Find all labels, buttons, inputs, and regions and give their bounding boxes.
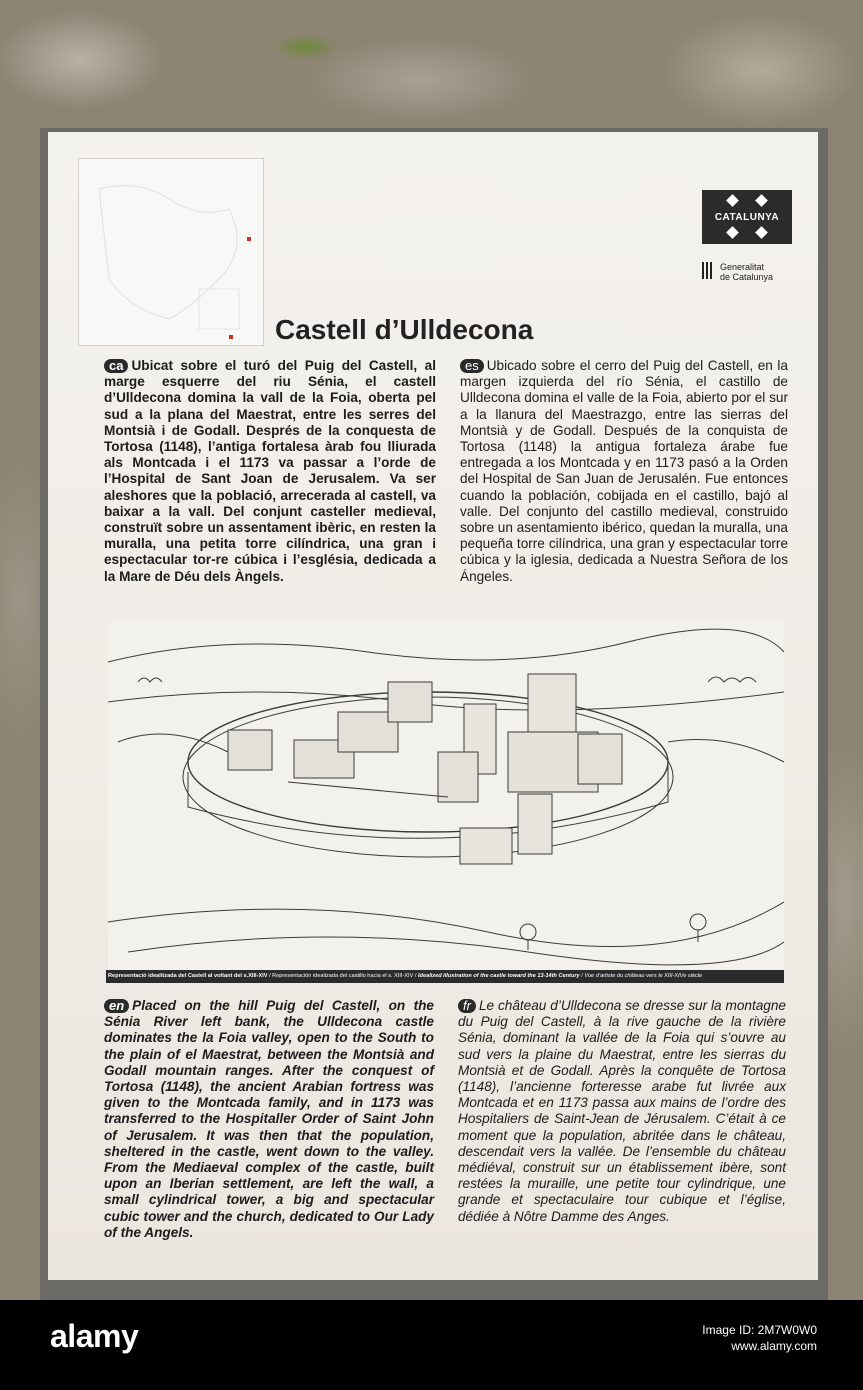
senyera-icon <box>702 262 714 279</box>
generalitat-line2: de Catalunya <box>720 272 774 282</box>
lang-badge-ca: ca <box>104 359 128 373</box>
text-spanish-body: Ubicado sobre el cerro del Puig del Castell, en la margen izquierda del río Sénia, el castillo de Ulldecona domina el valle de la Foia, abierto por el sur a la llanura del Maestrazgo, entre las sierras del Montsià y de Godall. Después de la conquista de Tortosa (1148) la antigua fortaleza árabe fue entregada a los Montcada y en 1173 pasó a la Orden del Hospital de San Juan de Jerusalén. Fue entonces cuando la población, cobijada en el castillo, bajó al valle. Del conjunto del castillo medieval, construido sobre un asentamiento ibérico, quedan la muralla, una pequeña torre cilíndrica, una gran y espectacular torre cúbica y la iglesia, dedicada a Nuestra Señora de los Ángeles. <box>460 358 788 584</box>
illustration-caption: Representació idealitzada del Castell al voltant del s.XIII-XIV / Representación idealizada del castillo hacia el s. XIII-XIV / Idealized illustration of the castle toward the 13-14th Century / Vue d’artiste du château vers le XIII-XIVe siècle <box>106 970 784 983</box>
logo-diamond <box>755 226 768 239</box>
generalitat-line1: Generalitat <box>720 262 765 272</box>
catalunya-logo <box>702 190 792 244</box>
sign-title: Castell d’Ulldecona <box>275 314 534 345</box>
map-marker <box>229 335 233 339</box>
caption-fr: Vue d’artiste du château vers le XIII-XIVe siècle <box>584 973 703 979</box>
image-id: Image ID: 2M7W0W0 <box>702 1323 817 1337</box>
logo-diamond <box>755 194 768 207</box>
text-french-body: Le château d’Ulldecona se dresse sur la montagne du Puig del Castell, à la rive gauche de la rivière Sénia, dominant la vallée de la Foia qui s’ouvre au sud vers la plaine du Maestrat, entre les sierras du Montsià et de Godall. Après la conquête de Tortosa (1148), l’ancienne forteresse arabe fut livrée aux Montcada et en 1173 passa aux mains de l’ordre des Hospitaliers de Saint-Jean de Jérusalem. C’était à ce moment que la population, abritée dans le château, descendait vers la vallée. De l’ensemble du château médiéval, construit sur un établissement ibère, sont restées la muraille, une petite tour cylindrique, une grande et spectaculaire tour cubique et l’église, dédiée à Nôtre Damme des Anges. <box>458 998 786 1224</box>
logo-diamond <box>726 226 739 239</box>
map-plaque <box>78 158 264 346</box>
logo-diamond <box>726 194 739 207</box>
text-english-body: Placed on the hill Puig del Castell, on the Sénia River left bank, the Ulldecona castle dominates the la Foia valley, open to the South to the plain of el Maestrat, between the Montsià and Godall mountain ranges. After the conquest of Tortosa (1148), the ancient Arabian fortress was given to the Montcada family, and in 1173 was transferred to the Hospitaller Order of Saint John of Jerusalem. It was then that the population, sheltered in the castle, went down to the valley. From the Mediaeval complex of the castle, built upon an Iberian settlement, are left the wall, a small cylindrical tower, a big and spectacular cubic tower and the church, dedicated to Our Lady of the Angels. <box>104 998 434 1240</box>
logo-text: CATALUNYA <box>714 212 780 223</box>
lang-badge-en: en <box>104 999 129 1013</box>
text-catalan-body: Ubicat sobre el turó del Puig del Castell, al marge esquerre del riu Sénia, el castell d’Ulldecona domina la vall de la Foia, oberta pel sud a la plana del Maestrat, entre les serres del Montsià i de Godall. Després de la conquesta de Tortosa (1148), l’antiga fortalesa àrab fou lliurada als Montcada i el 1173 va passar a l’orde de l’Hospital de Sant Joan de Jerusalem. Va ser aleshores que la població, arrecerada al castell, va baixar a la vall. Del conjunt casteller medieval, construït sobre un assentament ibèric, en resten la muralla, una petita torre cilíndrica, una gran i espectacular tor-re cúbica i l’església, dedicada a la Mare de Déu dels Àngels. <box>104 358 436 584</box>
map-outline-icon <box>79 159 263 345</box>
caption-es: Representación idealizada del castillo hacia el s. XIII-XIV <box>272 973 414 979</box>
lang-badge-es: es <box>460 359 484 373</box>
caption-en: Idealized illustration of the castle toward the 13-14th Century <box>418 973 580 979</box>
castle-sketch-icon <box>108 622 784 970</box>
text-catalan <box>104 358 436 585</box>
lang-badge-fr: fr <box>458 999 476 1013</box>
map-marker <box>247 237 251 241</box>
text-french <box>458 998 786 1225</box>
text-english <box>104 998 434 1241</box>
stock-info <box>557 1322 817 1354</box>
text-spanish <box>460 358 788 585</box>
alamy-logo: alamy <box>50 1318 139 1354</box>
castle-illustration <box>108 622 784 970</box>
plant-sprig <box>255 20 355 65</box>
stock-url: www.alamy.com <box>731 1339 817 1353</box>
caption-ca: Representació idealitzada del Castell al voltant del s.XIII-XIV <box>108 973 268 979</box>
